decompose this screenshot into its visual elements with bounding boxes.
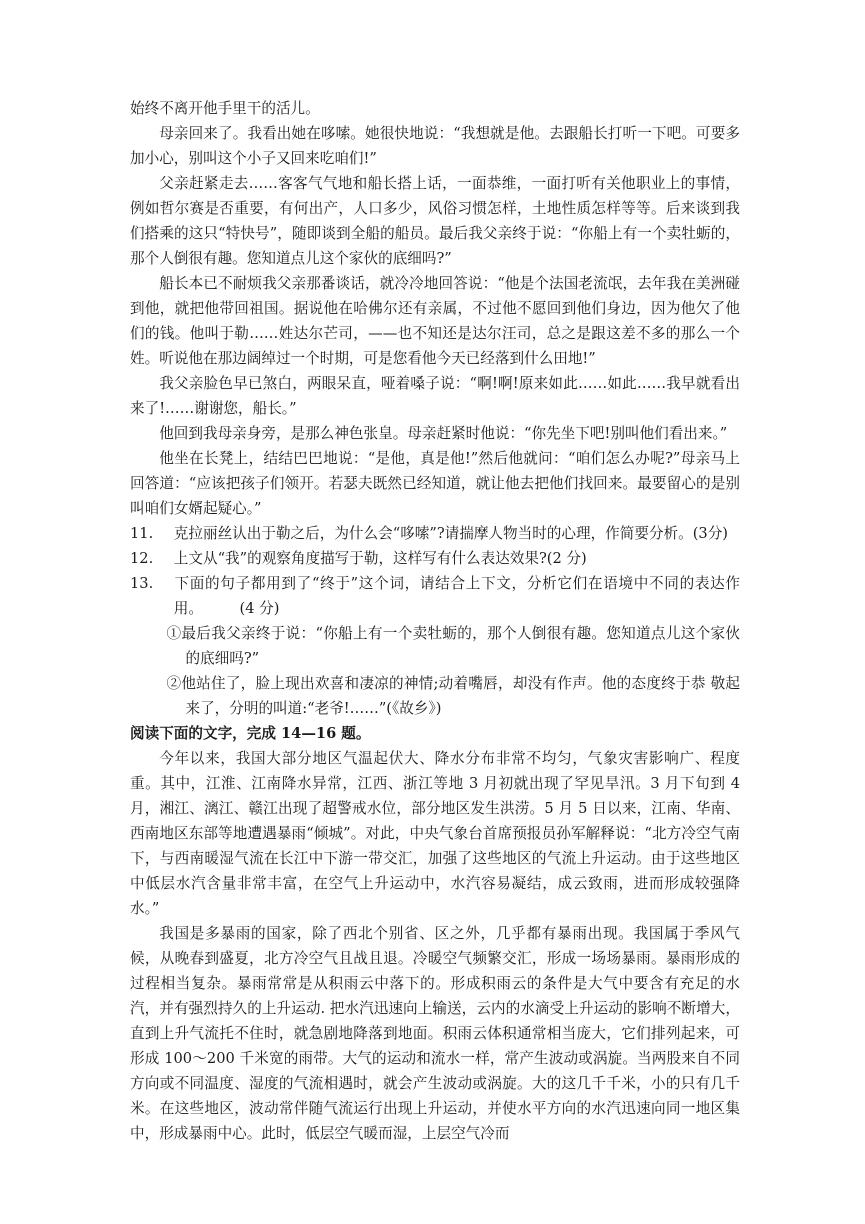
question-text: 下面的句子都用到了“终于”这个词，请结合上下文，分析它们在语境中不同的表达作用。 bbox=[173, 575, 740, 617]
passage-paragraph: 今年以来，我国大部分地区气温起伏大、降水分布非常不均匀，气象灾害影响广、程度重。其中，江淮、江南降水异常，江西、浙江等地 3 月初就出现了罕见旱汛。3 月下旬到 4 月，湘江、漓江、赣江出现了超警戒水位，部分地区发生洪涝。5 月 5 日以来，江南、华南、西南地区东部等地遭遇暴雨“倾城”。对此，中央气象台首席预报员孙军解释说：“北方冷空气南下，与西南暖湿气流在长江中下游一带交汇，加强了这些地区的气流上升运动。由于这些地区中低层水汽含量非常丰富，在空气上升运动中，水汽容易凝结，成云致雨，进而形成较强降水。” bbox=[130, 750, 740, 917]
story-paragraph: 父亲赶紧走去……客客气气地和船长搭上话，一面恭维，一面打听有关他职业上的事情，例如哲尔赛是否重要，有何出产，人口多少，风俗习惯怎样，土地性质怎样等等。后来谈到我们搭乘的这只“特快号”，随即谈到全船的船员。最后我父亲终于说：“你船上有一个卖牡蛎的，那个人倒很有趣。您知道点儿这个家伙的底细吗?” bbox=[130, 175, 740, 267]
question-text: 上文从“我”的观察角度描写于勒，这样写有什么表达效果?(2 分) bbox=[173, 550, 587, 567]
question-text: 克拉丽丝认出于勒之后，为什么会“哆嗦”?请揣摩人物当时的心理，作简要分析。(3分) bbox=[173, 525, 728, 542]
story-paragraph: 他坐在长凳上，结结巴巴地说：“是他，真是他!”然后他就问：“咱们怎么办呢?”母亲马上回答道：“应该把孩子们领开。若瑟夫既然已经知道，就让他去把他们找回来。最要留心的是别叫咱们女婿起疑心。” bbox=[130, 450, 740, 517]
question-number: 13. bbox=[130, 575, 154, 592]
story-paragraph: 他回到我母亲身旁，是那么神色张皇。母亲赶紧时他说：“你先坐下吧!别叫他们看出来。” bbox=[159, 425, 728, 442]
question-13-item: ②他站住了，脸上现出欢喜和凄凉的神情;动着嘴唇，却没有作声。他的态度终于恭 敬起来了，分明的叫道:“老爷!……”(《故乡》) bbox=[166, 675, 740, 717]
section-heading: 阅读下面的文字，完成 14—16 题。 bbox=[130, 725, 371, 742]
question-13 bbox=[130, 571, 740, 621]
question-number: 11. bbox=[130, 525, 154, 542]
story-paragraph: 母亲回来了。我看出她在哆嗦。她很快地说：“我想就是他。去跟船长打听一下吧。可要多加小心，别叫这个小子又回来吃咱们!” bbox=[130, 125, 740, 167]
document-page bbox=[130, 96, 740, 1146]
passage-paragraph: 我国是多暴雨的国家，除了西北个别省、区之外，几乎都有暴雨出现。我国属于季风气候，从晚春到盛夏，北方冷空气且战且退。冷暖空气频繁交汇，形成一场场暴雨。暴雨形成的过程相当复杂。暴雨常常是从积雨云中落下的。形成积雨云的条件是大气中要含有充足的水汽，并有强烈持久的上升运动. 把水汽迅速向上输送，云内的水滴受上升运动的影响不断增大，直到上升气流托不住时，就急剧地降落到地面。积雨云体积通常相当庞大，它们排列起来，可形成 100～200 千米宽的雨带。大气的运动和流水一样，常产生波动或涡旋。当两股来自不同方向或不同温度、湿度的气流相遇时，就会产生波动或涡旋。大的这几千千米，小的只有几千米。在这些地区，波动常伴随气流运行出现上升运动，并使水平方向的水汽迅速向同一地区集中，形成暴雨中心。此时，低层空气暖而湿，上层空气冷而 bbox=[130, 925, 740, 1142]
question-number: 12. bbox=[130, 550, 154, 567]
question-12 bbox=[130, 546, 740, 571]
question-13-item: ①最后我父亲终于说：“你船上有一个卖牡蛎的，那个人倒很有趣。您知道点儿这个家伙的底细吗?” bbox=[166, 625, 740, 667]
story-paragraph: 我父亲脸色早已煞白，两眼呆直，哑着嗓子说：“啊!啊!原来如此……如此……我早就看出来了!……谢谢您，船长。” bbox=[130, 375, 740, 417]
story-paragraph: 船长本已不耐烦我父亲那番谈话，就冷冷地回答说：“他是个法国老流氓，去年我在美洲碰到他，就把他带回祖国。据说他在哈佛尔还有亲属，不过他不愿回到他们身边，因为他欠了他们的钱。他叫于勒……姓达尔芒司，——也不知还是达尔汪司，总之是跟这差不多的那么一个姓。听说他在那边阔绰过一个时期，可是您看他今天已经落到什么田地!” bbox=[130, 275, 740, 367]
story-paragraph: 始终不离开他手里干的活儿。 bbox=[130, 100, 320, 117]
question-score: (4 分) bbox=[239, 600, 280, 617]
question-11 bbox=[130, 521, 740, 546]
